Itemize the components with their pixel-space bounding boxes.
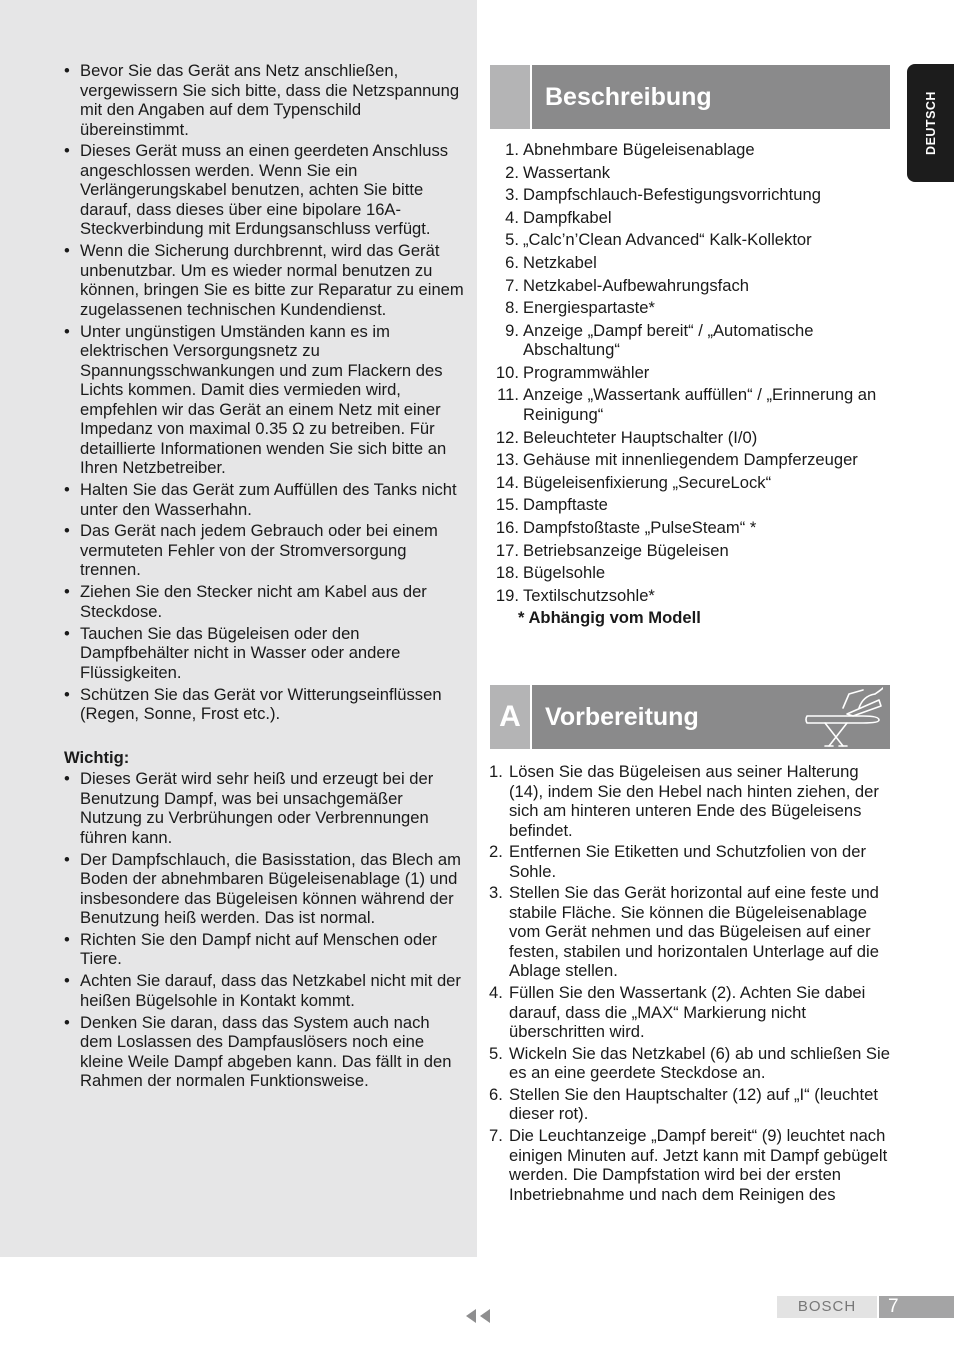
bullet-item: • Das Gerät nach jedem Gebrauch oder bei einem vermuteten Fehler von der Stromversorgung trennen. <box>64 521 466 580</box>
item-text: Abnehmbare Bügeleisenablage <box>523 140 755 159</box>
ironing-board-icon <box>803 686 883 748</box>
item-text: Anzeige „Wassertank auffüllen“ / „Erinnerung an Reinigung“ <box>523 385 877 424</box>
item-number: 2. <box>505 162 519 182</box>
safety-instructions <box>64 61 466 1093</box>
item-number: 17. <box>495 540 519 560</box>
item-number: 9. <box>505 320 519 340</box>
bullet-item: • Denken Sie daran, dass das System auch nach dem Loslassen des Dampfauslösers noch eine kleine Weile Dampf abgeben kann. Das fällt in den Rahmen der normalen Funktionsweise. <box>64 1013 466 1091</box>
step-number: 4. <box>489 983 503 1003</box>
description-item <box>487 185 907 205</box>
item-text: Textilschutzsohle* <box>523 585 655 605</box>
item-number: 4. <box>505 207 519 227</box>
bullet-item: • Halten Sie das Gerät zum Auffüllen des Tanks nicht unter den Wasserhahn. <box>64 480 466 519</box>
page-number-box <box>879 1296 954 1318</box>
preparation-step <box>489 883 894 981</box>
item-number: 6. <box>505 252 519 272</box>
step-text: Lösen Sie das Bügeleisen aus seiner Halterung (14), indem Sie den Hebel nach hinten ziehen, der sich am hinteren unteren Ende des Bügeleisens befindet. <box>509 762 879 840</box>
bullet-item: • Wenn die Sicherung durchbrennt, wird das Gerät unbenutzbar. Um es wieder normal benutzen zu können, bringen Sie es bitte zur Reparatur zu einem zugelassenen technischen Kundendienst. <box>64 241 466 319</box>
bullet-item: • Unter ungünstigen Umständen kann es im elektrischen Versorgungsnetz zu Spannungsschwankungen und zum Flackern des Lichts kommen. Damit dies vermieden wird, empfehlen wir das Gerät an einem Netz mit einer Impedanz von maximal 0.35 Ω zu betreiben. Für detaillierte Informationen wenden Sie sich bitte an Ihren Netzbetreiber. <box>64 322 466 478</box>
description-item <box>487 321 907 360</box>
item-number: 7. <box>505 275 519 295</box>
description-item <box>487 450 907 470</box>
item-text: Energiespartaste* <box>523 298 655 318</box>
vorbereitung-list <box>489 762 894 1206</box>
item-number: 13. <box>495 450 519 470</box>
bullet-item: • Richten Sie den Dampf nicht auf Menschen oder Tiere. <box>64 930 466 969</box>
description-item <box>487 163 907 183</box>
item-number: 3. <box>505 185 519 205</box>
item-number: 16. <box>495 517 519 537</box>
description-item <box>487 385 907 424</box>
item-text: Dampftaste <box>523 495 608 515</box>
description-item <box>487 276 907 296</box>
description-item <box>487 298 907 318</box>
safety-bullet-list <box>64 61 466 724</box>
item-text: Bügelsohle <box>523 563 606 583</box>
language-tab-label: DEUTSCH <box>923 91 938 155</box>
description-item <box>487 541 907 561</box>
description-item <box>487 428 907 448</box>
beschreibung-list <box>487 140 907 628</box>
wichtig-bullet-list <box>64 769 466 1091</box>
step-number: 1. <box>489 762 503 781</box>
bullet-item: • Der Dampfschlauch, die Basisstation, das Blech am Boden der abnehmbaren Bügeleisenablage (1) und insbesondere das Bügeleisen können während der Benutzung heiß werden. Das ist normal. <box>64 850 466 928</box>
item-text: Wassertank <box>523 162 610 182</box>
item-text: „Calc’n’Clean Advanced“ Kalk-Kollektor <box>523 230 812 250</box>
description-item <box>487 208 907 228</box>
item-text: Anzeige „Dampf bereit“ / „Automatische Abschaltung“ <box>523 320 814 360</box>
item-number: 1. <box>505 140 519 159</box>
wichtig-heading: Wichtig: <box>64 747 130 767</box>
beschreibung-header <box>490 65 890 129</box>
item-number: 19. <box>495 585 519 605</box>
description-item <box>487 563 907 583</box>
back-arrows-icon[interactable] <box>463 1308 493 1324</box>
bullet-item: • Achten Sie darauf, dass das Netzkabel nicht mit der heißen Bügelsohle in Kontakt kommt. <box>64 971 466 1010</box>
step-text: Stellen Sie den Hauptschalter (12) auf „I“ (leuchtet dieser rot). <box>509 1084 878 1124</box>
bullet-item: • Tauchen Sie das Bügeleisen oder den Dampfbehälter nicht in Wasser oder andere Flüssigkeiten. <box>64 624 466 683</box>
item-number: 10. <box>495 362 519 382</box>
item-text: Dampfkabel <box>523 207 612 227</box>
item-number: 5. <box>505 230 519 250</box>
step-text: Entfernen Sie Etiketten und Schutzfolien von der Sohle. <box>509 842 866 881</box>
item-number: 12. <box>495 427 519 447</box>
preparation-step <box>489 1085 894 1124</box>
item-number: 15. <box>495 495 519 515</box>
bullet-item: • Ziehen Sie den Stecker nicht am Kabel aus der Steckdose. <box>64 582 466 621</box>
description-item <box>487 586 907 606</box>
step-number: 7. <box>489 1126 503 1146</box>
description-item <box>487 473 907 493</box>
step-number: 3. <box>489 883 503 903</box>
preparation-step <box>489 842 894 881</box>
item-text: Betriebsanzeige Bügeleisen <box>523 540 729 560</box>
footer-brand: BOSCH <box>777 1296 877 1318</box>
item-number: 14. <box>495 472 519 492</box>
bullet-item: • Dieses Gerät wird sehr heiß und erzeugt bei der Benutzung Dampf, was bei unsachgemäßer Nutzung zu Verbrühungen oder Verbrennungen führen kann. <box>64 769 466 847</box>
bullet-item: • Bevor Sie das Gerät ans Netz anschließen, vergewissern Sie sich bitte, dass die Netzspannung mit den Angaben auf dem Typenschild übereinstimmt. <box>64 61 466 139</box>
step-number: 5. <box>489 1043 503 1063</box>
step-number: 2. <box>489 842 503 862</box>
item-text: Dampfschlauch-Befestigungsvorrichtung <box>523 185 821 205</box>
section-letter-box <box>490 65 530 129</box>
description-item <box>487 363 907 383</box>
bullet-item: • Schützen Sie das Gerät vor Witterungseinflüssen (Regen, Sonne, Frost etc.). <box>64 685 466 724</box>
item-text: Bügeleisenfixierung „SecureLock“ <box>523 472 772 492</box>
preparation-step <box>489 1044 894 1083</box>
step-text: Die Leuchtanzeige „Dampf bereit“ (9) leuchtet nach einigen Minuten auf. Jetzt kann mit Dampf gebügelt werden. Die Dampfstation wird bei der ersten Inbetriebnahme und nach dem Reinigen des <box>509 1126 888 1204</box>
language-tab <box>907 64 954 182</box>
item-text: Netzkabel-Aufbewahrungsfach <box>523 275 749 295</box>
item-number: 8. <box>505 298 519 318</box>
description-item <box>487 230 907 250</box>
vorbereitung-title: Vorbereitung <box>545 703 699 731</box>
model-footnote: * Abhängig vom Modell <box>518 608 701 628</box>
item-number: 18. <box>495 563 519 583</box>
beschreibung-title: Beschreibung <box>545 83 712 111</box>
step-text: Füllen Sie den Wassertank (2). Achten Sie dabei darauf, dass die „MAX“ Markierung nicht überschritten wird. <box>509 983 866 1042</box>
description-item <box>487 253 907 273</box>
preparation-step <box>489 983 894 1042</box>
step-text: Stellen Sie das Gerät horizontal auf eine feste und stabile Fläche. Sie können die Bügeleisenablage vom Gerät nehmen und das Bügeleisen auf einer festen, stabilen und horizontalen Unterlage auf die Ablage stellen. <box>509 883 879 981</box>
header-divider <box>530 685 532 749</box>
description-item <box>487 495 907 515</box>
item-text: Netzkabel <box>523 252 597 272</box>
bullet-item: • Dieses Gerät muss an einen geerdeten Anschluss angeschlossen werden. Wenn Sie ein Verlängerungskabel benutzen, achten Sie bitte darauf, dass dieses über eine bipolare 16A-Steckverbindung mit Erdungsanschluss verfügt. <box>64 141 466 239</box>
item-text: Beleuchteter Hauptschalter (I/0) <box>523 427 758 447</box>
description-item <box>487 518 907 538</box>
step-text: Wickeln Sie das Netzkabel (6) ab und schließen Sie es an eine geerdete Steckdose an. <box>509 1043 890 1083</box>
section-letter-box: A <box>490 685 530 749</box>
preparation-step <box>489 1126 894 1204</box>
item-text: Gehäuse mit innenliegendem Dampferzeuger <box>523 450 858 470</box>
step-number: 6. <box>489 1084 503 1104</box>
description-item <box>487 140 907 160</box>
item-number: 11. <box>497 385 519 405</box>
page-number: 7 <box>888 1296 899 1317</box>
preparation-step <box>489 762 894 840</box>
item-text: Dampfstoßtaste „PulseSteam“ * <box>523 517 757 537</box>
item-text: Programmwähler <box>523 362 650 382</box>
header-divider <box>530 65 532 129</box>
